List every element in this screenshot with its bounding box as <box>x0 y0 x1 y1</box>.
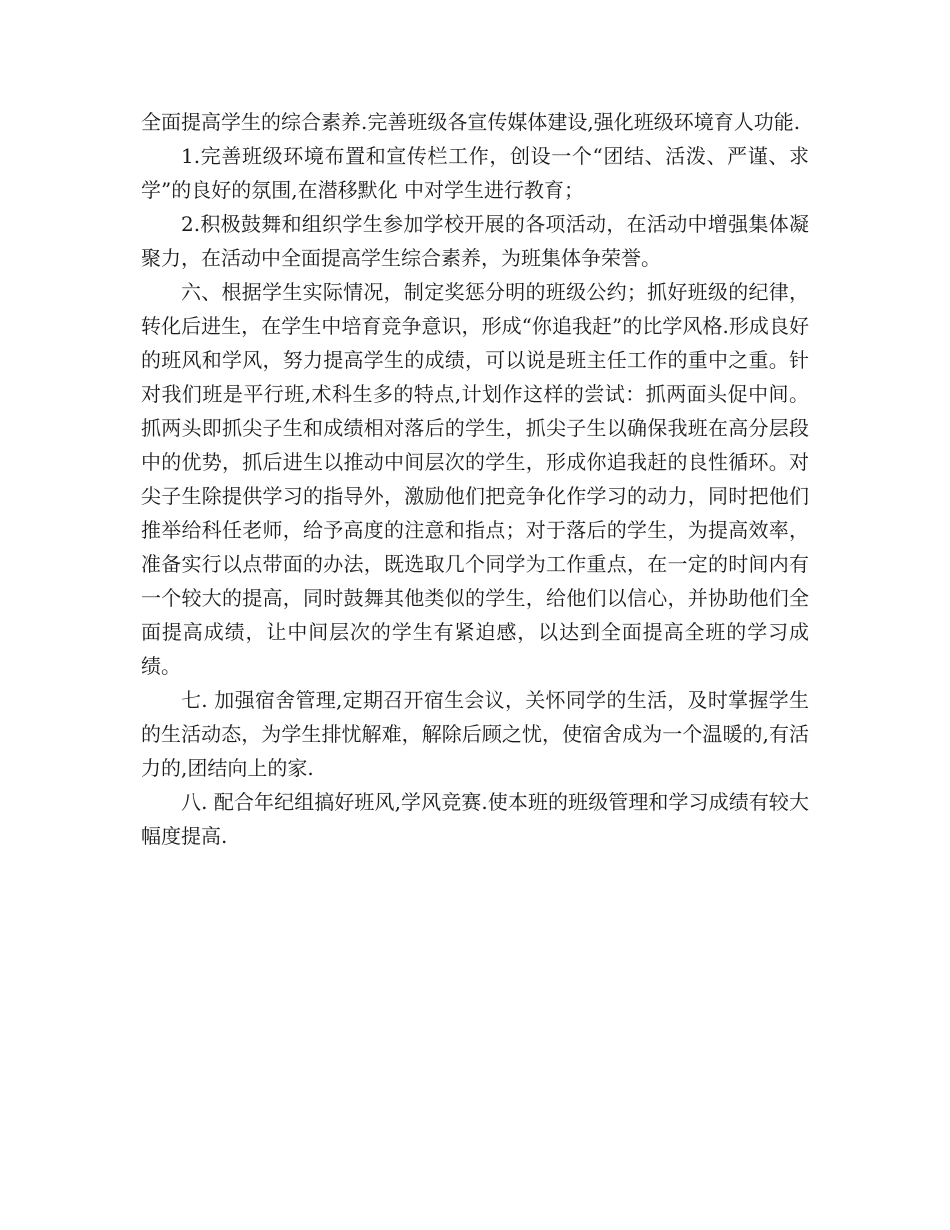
document-body <box>141 105 809 853</box>
paragraph-section-7: 七. 加强宿舍管理,定期召开宿生会议，关怀同学的生活，及时掌握学生的生活动态，为学生排忧解难，解除后顾之忧，使宿舍成为一个温暖的,有活力的,团结向上的家. <box>141 688 809 780</box>
paragraph-section-8: 八. 配合年纪组搞好班风,学风竞赛.使本班的班级管理和学习成绩有较大幅度提高. <box>141 790 809 848</box>
paragraph-item-1: 1.完善班级环境布置和宣传栏工作，创设一个“团结、活泼、严谨、求学”的良好的氛围,在潜移默化 中对学生进行教育； <box>141 144 809 202</box>
paragraph-continuation: 全面提高学生的综合素养.完善班级各宣传媒体建设,强化班级环境育人功能. <box>141 110 801 134</box>
paragraph-section-6: 六、根据学生实际情况，制定奖惩分明的班级公约；抓好班级的纪律，转化后进生，在学生中培育竞争意识，形成“你追我赶”的比学风格.形成良好的班风和学风，努力提高学生的成绩，可以说是班主任工作的重中之重。针对我们班是平行班,术科生多的特点,计划作这样的尝试：抓两面头促中间。抓两头即抓尖子生和成绩相对落后的学生，抓尖子生以确保我班在高分层段中的优势，抓后进生以推动中间层次的学生，形成你追我赶的良性循环。对尖子生除提供学习的指导外，激励他们把竞争化作学习的动力，同时把他们推举给科任老师，给予高度的注意和指点；对于落后的学生，为提高效率，准备实行以点带面的办法，既选取几个同学为工作重点，在一定的时间内有一个较大的提高，同时鼓舞其他类似的学生，给他们以信心，并协助他们全面提高成绩，让中间层次的学生有紧迫感，以达到全面提高全班的学习成绩。 <box>141 280 809 678</box>
paragraph-item-2: 2.积极鼓舞和组织学生参加学校开展的各项活动，在活动中增强集体凝聚力，在活动中全面提高学生综合素养，为班集体争荣誉。 <box>141 212 809 270</box>
